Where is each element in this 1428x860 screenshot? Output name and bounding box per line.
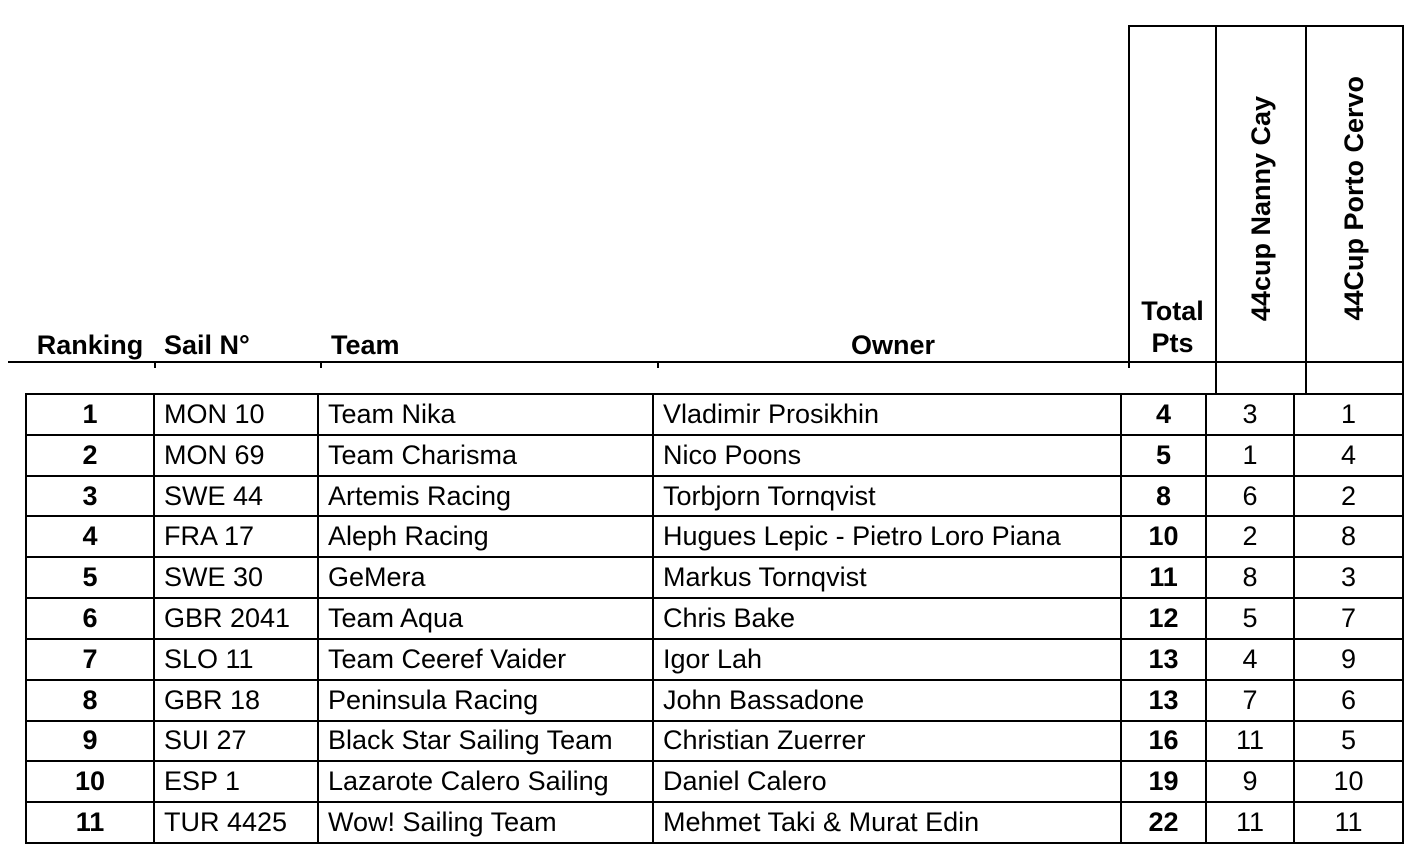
ranking-cell: 11 [27,803,155,842]
total-points-cell: 22 [1122,803,1207,842]
total-points-cell: 8 [1122,477,1207,516]
nanny-cay-points-cell: 11 [1207,722,1295,761]
sail-number-cell: SUI 27 [155,722,319,761]
sail-number-cell: SWE 30 [155,558,319,597]
owner-cell: Nico Poons [654,436,1122,475]
table-row [27,640,1402,681]
nanny-cay-points-cell: 6 [1207,477,1295,516]
owner-cell: Mehmet Taki & Murat Edin [654,803,1122,842]
team-cell: Team Aqua [319,599,654,638]
table-row [27,762,1402,803]
nanny-cay-points-cell: 8 [1207,558,1295,597]
porto-cervo-points-cell: 11 [1334,807,1363,838]
sail-number-cell: GBR 2041 [155,599,319,638]
sail-number-cell: MON 69 [155,436,319,475]
total-points-cell: 13 [1122,640,1207,679]
total-points-cell: 13 [1122,681,1207,720]
table-row [27,436,1402,477]
owner-cell: Hugues Lepic - Pietro Loro Piana [654,517,1122,556]
owner-cell: Daniel Calero [654,762,1122,801]
nanny-cay-points-cell: 11 [1207,803,1295,842]
porto-cervo-points-cell: 7 [1340,602,1357,633]
nanny-cay-points-cell: 5 [1207,599,1295,638]
total-points-cell: 19 [1122,762,1207,801]
total-points-cell: 4 [1122,395,1207,434]
total-points-column-header: Total Pts [1141,296,1204,358]
team-cell: Artemis Racing [319,477,654,516]
column-divider [1402,363,1404,393]
total-points-header-box [1128,25,1217,361]
porto-cervo-points-cell: 9 [1340,643,1357,674]
team-cell: Black Star Sailing Team [319,722,654,761]
ranking-cell: 8 [27,681,155,720]
sail-number-cell: FRA 17 [155,517,319,556]
column-divider [1215,363,1217,393]
sail-number-cell: GBR 18 [155,681,319,720]
nanny-cay-header-box [1215,25,1307,361]
ranking-cell: 5 [27,558,155,597]
table-row [27,395,1402,436]
team-cell: Wow! Sailing Team [319,803,654,842]
ranking-cell: 4 [27,517,155,556]
nanny-cay-points-cell: 7 [1207,681,1295,720]
owner-cell: Torbjorn Tornqvist [654,477,1122,516]
nanny-cay-points-cell: 1 [1207,436,1295,475]
column-divider-tick [154,363,156,368]
team-cell: Aleph Racing [319,517,654,556]
header-underline [8,361,1404,363]
owner-cell: Igor Lah [654,640,1122,679]
owner-column-header: Owner [850,330,936,360]
porto-cervo-points-cell: 2 [1340,480,1357,511]
ranking-column-header: Ranking [36,330,144,360]
owner-cell: Vladimir Prosikhin [654,395,1122,434]
porto-cervo-points-cell: 8 [1340,521,1357,552]
sail-number-cell: SLO 11 [155,640,319,679]
sail-number-cell: ESP 1 [155,762,319,801]
total-points-cell: 12 [1122,599,1207,638]
team-cell: Team Ceeref Vaider [319,640,654,679]
total-points-cell: 11 [1122,558,1207,597]
ranking-cell: 3 [27,477,155,516]
owner-cell: Chris Bake [654,599,1122,638]
porto-cervo-column-header: 44Cup Porto Cervo [1339,76,1369,321]
team-column-header: Team [331,330,400,360]
table-row [27,803,1402,842]
porto-cervo-points-cell: 4 [1340,439,1357,470]
owner-cell: Christian Zuerrer [654,722,1122,761]
porto-cervo-points-cell: 1 [1340,398,1357,429]
nanny-cay-column-header: 44cup Nanny Cay [1245,95,1276,321]
ranking-cell: 1 [27,395,155,434]
table-row [27,599,1402,640]
nanny-cay-points-cell: 3 [1207,395,1295,434]
ranking-cell: 10 [27,762,155,801]
team-cell: Lazarote Calero Sailing [319,762,654,801]
table-row [27,722,1402,763]
total-points-cell: 5 [1122,436,1207,475]
table-row [27,558,1402,599]
team-cell: Peninsula Racing [319,681,654,720]
column-divider-tick [1128,363,1130,368]
ranking-cell: 6 [27,599,155,638]
ranking-cell: 7 [27,640,155,679]
sail-number-cell: TUR 4425 [155,803,319,842]
owner-cell: Markus Tornqvist [654,558,1122,597]
sail-number-column-header: Sail N° [164,330,250,360]
nanny-cay-points-cell: 2 [1207,517,1295,556]
team-cell: Team Nika [319,395,654,434]
owner-cell: John Bassadone [654,681,1122,720]
column-divider-tick [657,363,659,368]
porto-cervo-points-cell: 5 [1340,725,1357,756]
nanny-cay-points-cell: 9 [1207,762,1295,801]
sail-number-cell: MON 10 [155,395,319,434]
column-divider [1305,363,1307,393]
results-table-body [25,393,1404,844]
ranking-cell: 9 [27,722,155,761]
porto-cervo-header-box [1305,25,1404,361]
nanny-cay-points-cell: 4 [1207,640,1295,679]
table-row [27,517,1402,558]
team-cell: GeMera [319,558,654,597]
table-row [27,477,1402,518]
sail-number-cell: SWE 44 [155,477,319,516]
total-points-cell: 16 [1122,722,1207,761]
porto-cervo-points-cell: 6 [1340,684,1357,715]
porto-cervo-points-cell: 10 [1333,766,1364,797]
ranking-cell: 2 [27,436,155,475]
team-cell: Team Charisma [319,436,654,475]
porto-cervo-points-cell: 3 [1340,562,1357,593]
total-points-cell: 10 [1122,517,1207,556]
column-divider-tick [320,363,322,368]
table-row [27,681,1402,722]
